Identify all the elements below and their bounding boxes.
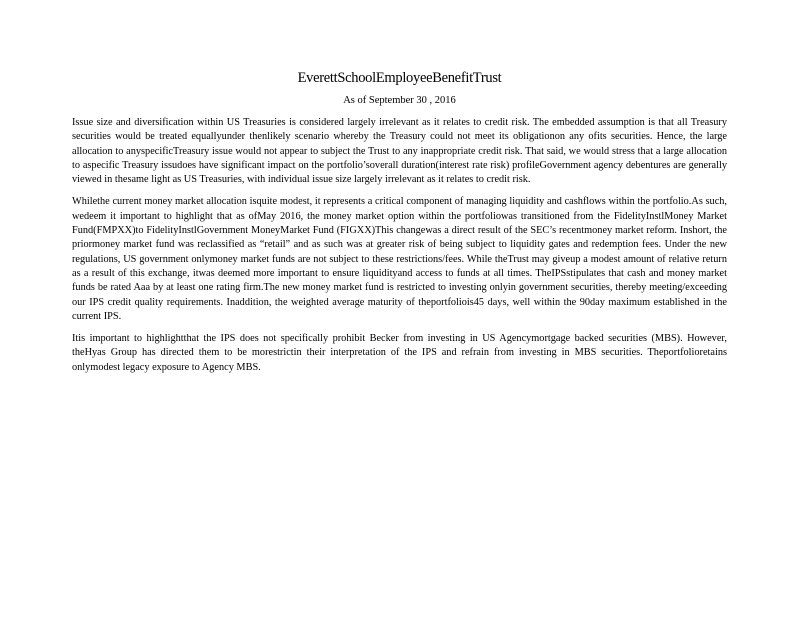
document-page [72, 70, 727, 383]
paragraph-mbs: Itis important to highlightthat the IPS does not specifically prohibit Becker from investing in US Agencymortgage backed securities (MBS). However, theHyas Group has directed them to be morestrictin their interpretation of the IPS and refrain from investing in MBS securities. Theportfolioretains onlymodest legacy exposure to Agency MBS. [72, 333, 727, 373]
document-date: As of September 30 , 2016 [343, 95, 456, 106]
paragraph-money-market: Whilethe current money market allocation isquite modest, it represents a critical component of managing liquidity and cashflows within the portfolio.As such, wedeem it important to highlight that as ofMay 2016, the money market option within the portfoliowas transitioned from the FidelityInstlMoney Market Fund(FMPXX)to FidelityInstlGovernment MoneyMarket Fund (FIGXX)This changewas a direct result of the SEC’s recentmoney market reform. Inshort, the priormoney market fund was reclassified as “retail” and as such was at greater risk of being subject to liquidity gates and redemption fees. Under the new regulations, US government onlymoney market funds are not subject to these restrictions/fees. While theTrust may giveup a modest amount of relative return as a result of this exchange, itwas deemed more important to ensure liquidityand access to funds at all times. TheIPSstipulates that cash and money market funds be rated Aaa by at least one rating firm.The new money market fund is restricted to investing onlyin government securities, thereby meeting/exceeding our IPS credit quality requirements. Inaddition, the weighted average maturity of theportfoliois45 days, well within the 90day maximum established in the current IPS. [72, 196, 727, 322]
document-title: EverettSchoolEmployeeBenefitTrust [297, 70, 502, 86]
paragraph-treasuries: Issue size and diversification within US Treasuries is considered largely irrelevant as it relates to credit risk. The embedded assumption is that all Treasury securities would be treated equallyunder thenlikely scenario whereby the Treasury could not meet its obligationon any ofits securities. Hence, the large allocation to anyspecificTreasury issue would not appear to subject the Trust to any inappropriate credit risk. That said, we would stress that a large allocation to aspecific Treasury issudoes have significant impact on the portfolio’soverall duration(interest rate risk) profileGovernment agency debentures are generally viewed in thesame light as US Treasuries, with individual issue size largely irrelevant as it relates to credit risk. [72, 117, 727, 186]
